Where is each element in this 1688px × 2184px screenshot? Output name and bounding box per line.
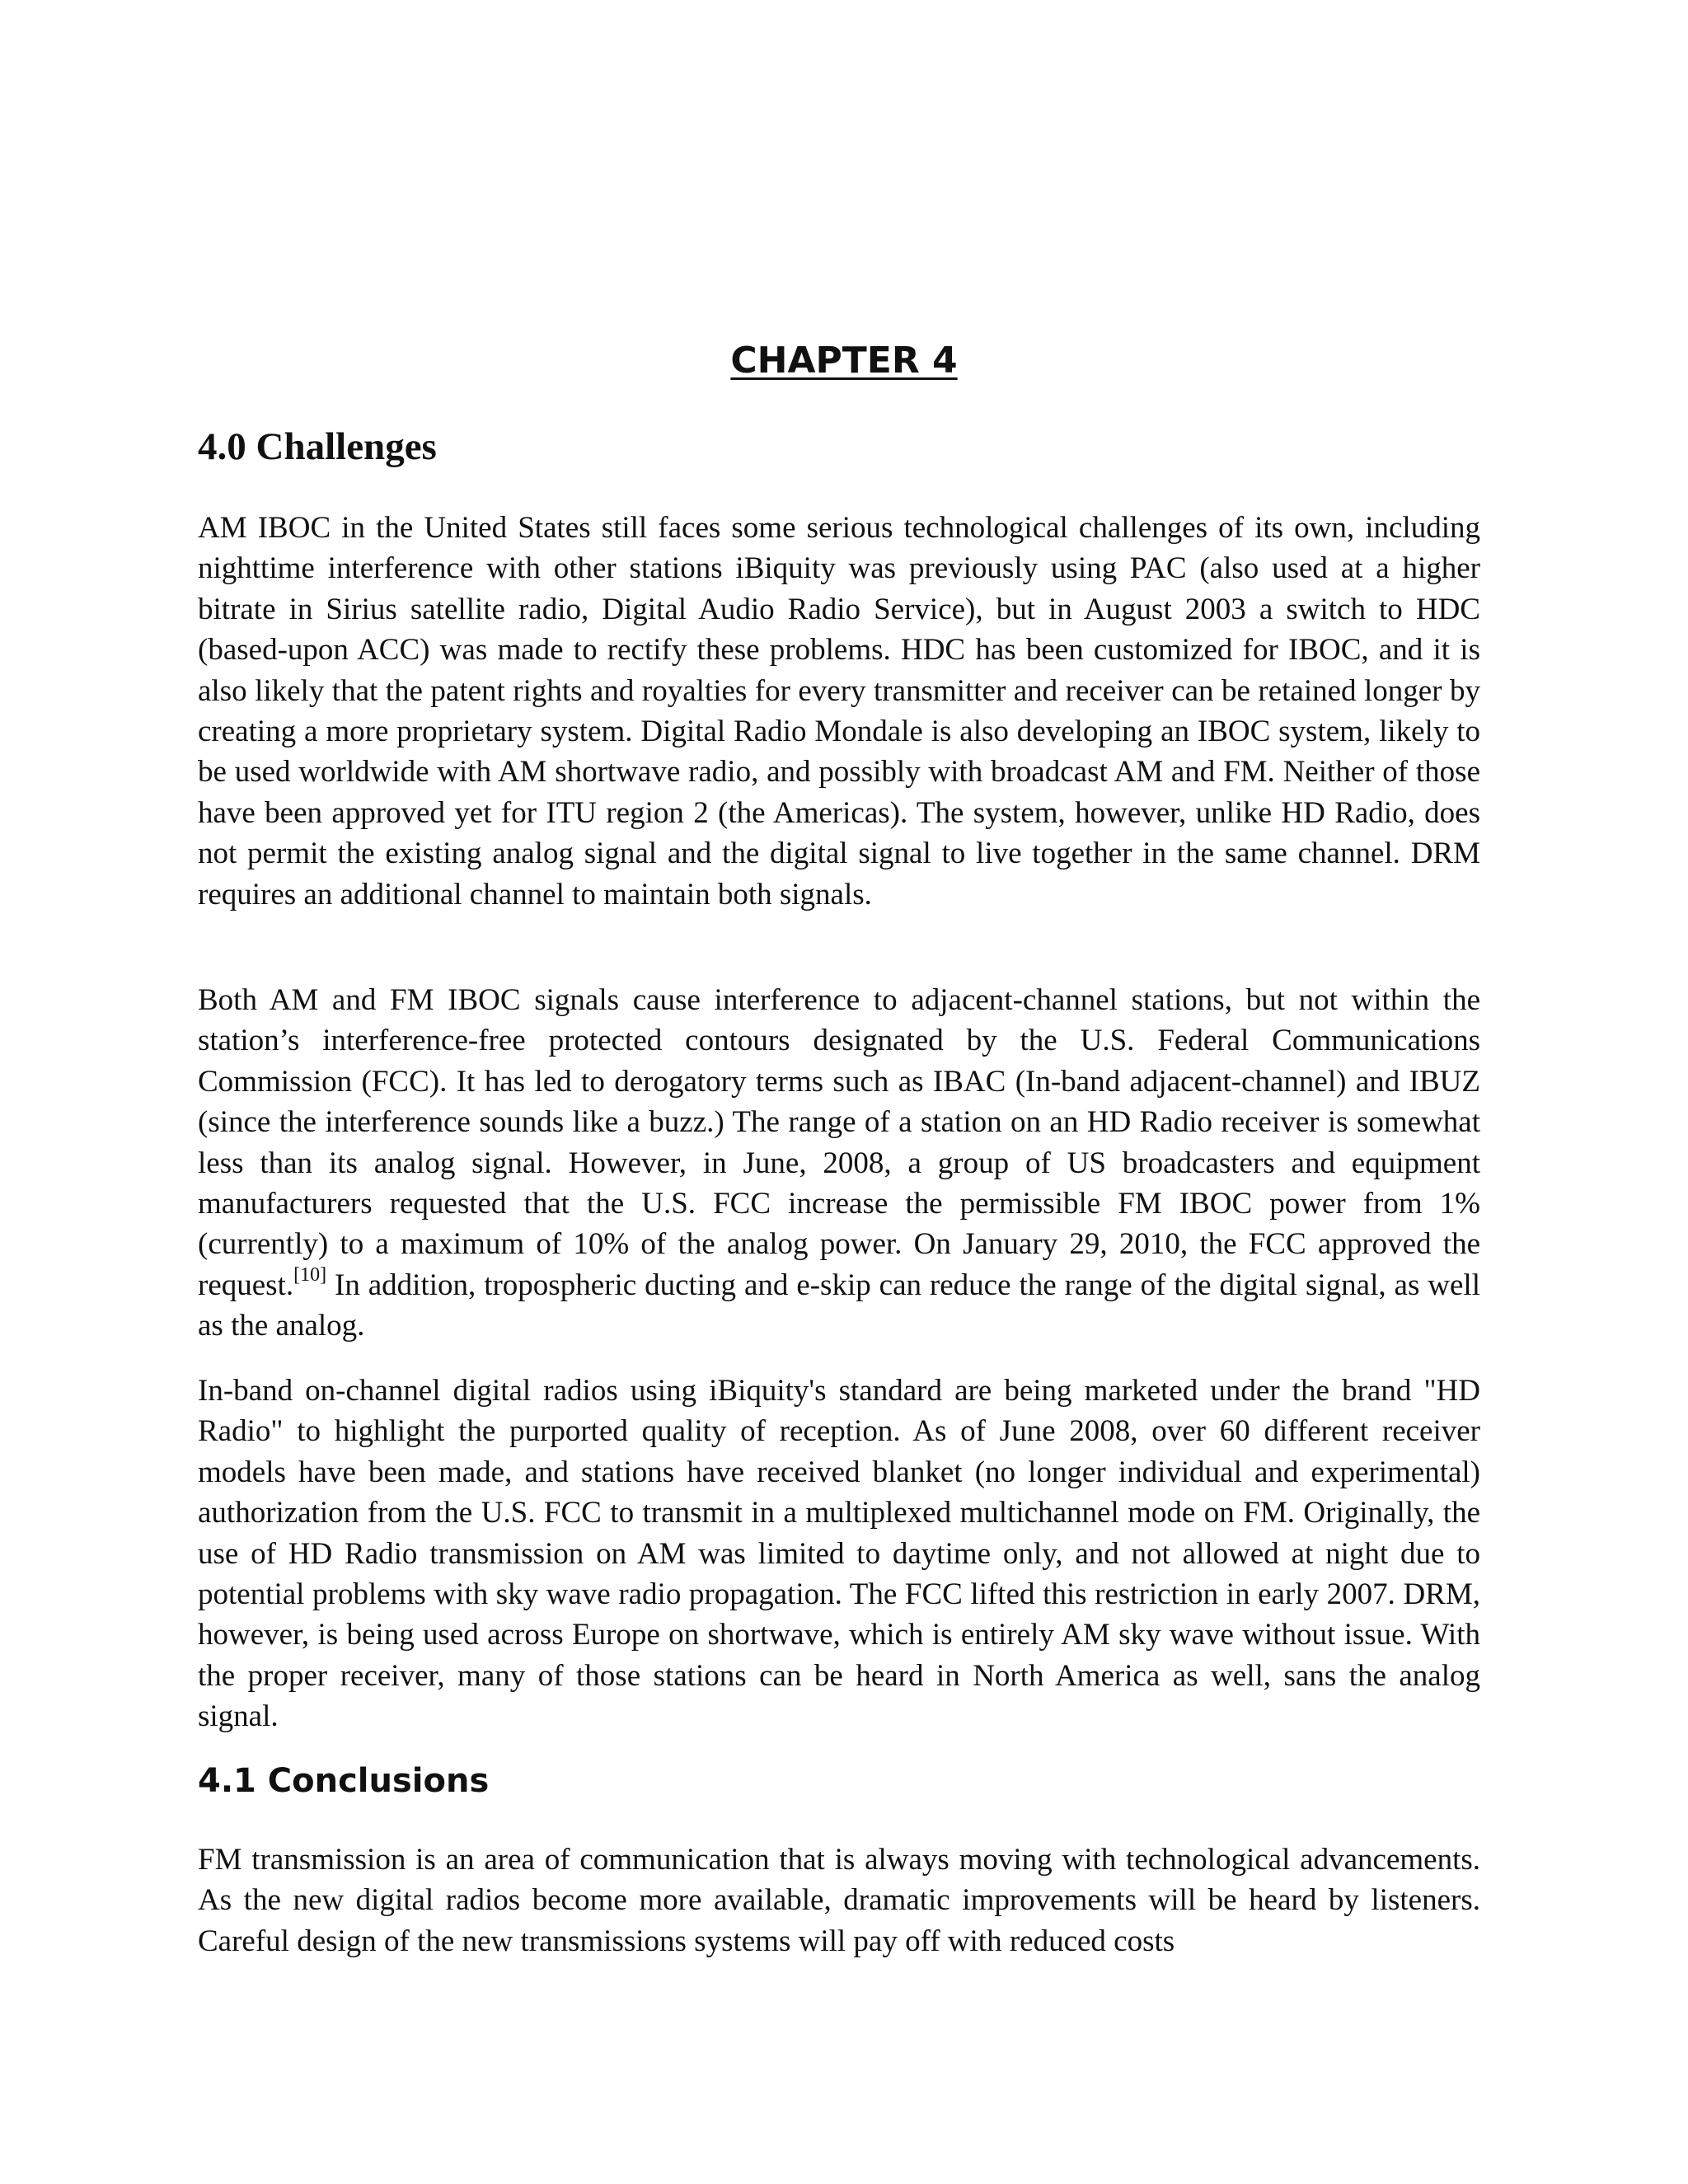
conclusions-paragraph-1: FM transmission is an area of communication that is always moving with technological advancements. As the new digital radios become more available, dramatic improvements will be heard by listeners. Careful design of the new transmissions systems will pay off with reduced costs bbox=[198, 1843, 1480, 1958]
challenges-paragraph-1: AM IBOC in the United States still faces some serious technological challenges of its own, including nighttime interference with other stations iBiquity was previously using PAC (also used at a higher bitrate in Sirius satellite radio, Digital Audio Radio Service), but in August 2003 a switch to HDC (based-upon ACC) was made to rectify these problems. HDC has been customized for IBOC, and it is also likely that the patent rights and royalties for every transmitter and receiver can be retained longer by creating a more proprietary system. Digital Radio Mondale is also developing an IBOC system, likely to be used worldwide with AM shortwave radio, and possibly with broadcast AM and FM. Neither of those have been approved yet for ITU region 2 (the Americas). The system, however, unlike HD Radio, does not permit the existing analog signal and the digital signal to live together in the same channel. DRM requires an additional channel to maintain both signals. bbox=[198, 511, 1480, 912]
citation-reference[interactable]: [10] bbox=[293, 1263, 327, 1286]
chapter-title bbox=[0, 338, 1688, 384]
challenges-paragraph-2 bbox=[198, 980, 1480, 1347]
chapter-title-text: CHAPTER 4 bbox=[730, 340, 958, 382]
section-heading-challenges: 4.0 Challenges bbox=[198, 425, 437, 468]
challenges-paragraph-2-text-b: In addition, tropospheric ducting and e-skip can reduce the range of the digital signal, as well as the analog. bbox=[198, 1268, 1480, 1343]
section-heading-conclusions: 4.1 Conclusions bbox=[198, 1762, 490, 1800]
challenges-paragraph-3: In-band on-channel digital radios using iBiquity's standard are being marketed under the brand "HD Radio" to highlight the purported quality of reception. As of June 2008, over 60 different receiver models have been made, and stations have received blanket (no longer individual and experimental) authorization from the U.S. FCC to transmit in a multiplexed multichannel mode on FM. Originally, the use of HD Radio transmission on AM was limited to daytime only, and not allowed at night due to potential problems with sky wave radio propagation. The FCC lifted this restriction in early 2007. DRM, however, is being used across Europe on shortwave, which is entirely AM sky wave without issue. With the proper receiver, many of those stations can be heard in North America as well, sans the analog signal. bbox=[198, 1374, 1480, 1734]
challenges-paragraph-2-text-a: Both AM and FM IBOC signals cause interference to adjacent-channel stations, but not within the station’s interference-free protected contours designated by the U.S. Federal Communications Commission (FCC). It has led to derogatory terms such as IBAC (In-band adjacent-channel) and IBUZ (since the interference sounds like a buzz.) The range of a station on an HD Radio receiver is somewhat less than its analog signal. However, in June, 2008, a group of US broadcasters and equipment manufacturers requested that the U.S. FCC increase the permissible FM IBOC power from 1% (currently) to a maximum of 10% of the analog power. On January 29, 2010, the FCC approved the request. bbox=[198, 983, 1480, 1302]
